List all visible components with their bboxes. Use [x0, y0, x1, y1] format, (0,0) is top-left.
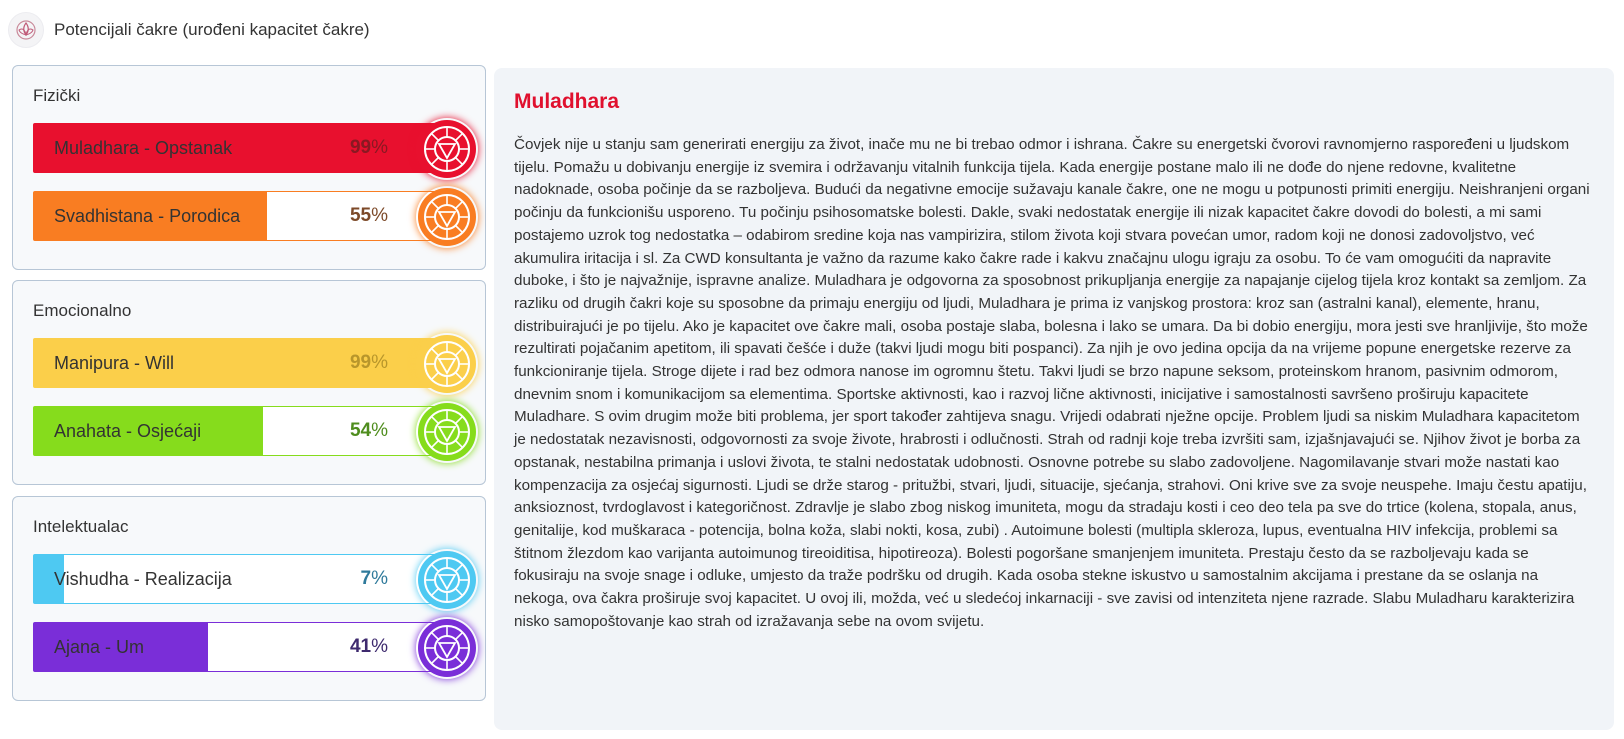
page-header — [8, 12, 370, 48]
chakra-label: Vishudha - Realizacija — [54, 569, 232, 589]
vishudha-chakra-icon — [416, 549, 478, 611]
group-title: Fizički — [33, 86, 81, 105]
page-title: Potencijali čakre (urođeni kapacitet čakre) — [54, 20, 370, 39]
chakra-label: Manipura - Will — [54, 353, 175, 373]
ajna-chakra-icon — [416, 617, 478, 679]
svadhistana-chakra-icon — [416, 186, 478, 248]
chakra-label: Ajana - Um — [54, 637, 145, 657]
chakra-percent: 55% — [349, 205, 388, 226]
chakra-percent: 41% — [349, 636, 388, 657]
anahata-chakra-icon — [416, 401, 478, 463]
chakra-label: Anahata - Osjećaji — [54, 421, 202, 441]
lotus-icon — [8, 12, 44, 48]
chakra-bar-manipura[interactable] — [33, 338, 459, 388]
chakra-percent: 54% — [349, 420, 388, 441]
chakra-bar-ajna[interactable] — [33, 622, 459, 672]
manipura-chakra-icon — [416, 333, 478, 395]
detail-title: Muladhara — [514, 90, 620, 113]
group-title: Emocionalno — [33, 301, 132, 320]
group-physical — [12, 65, 486, 270]
chakra-percent: 99% — [349, 352, 388, 373]
group-title: Intelektualac — [33, 517, 129, 536]
chakra-percent: 99% — [349, 137, 388, 158]
group-intellectual — [12, 496, 486, 701]
chakra-bar-anahata[interactable] — [33, 406, 459, 456]
muladhara-chakra-icon — [416, 118, 478, 180]
group-emotional — [12, 280, 486, 485]
chakra-label: Svadhistana - Porodica — [54, 206, 241, 226]
chakra-percent: 7% — [360, 568, 388, 589]
chakra-label: Muladhara - Opstanak — [54, 138, 233, 158]
detail-text: Čovjek nije u stanju sam generirati energiju za život, inače mu ne bi trebao odmor i ishrana. Čakre su energetski čvorovi ravnomjerno raspoređeni u ljudskom tijelu. Pomažu u dobivanju energije iz svemira i održavanju vitalnih funkcija tijela. Kada energije postane malo ili ne dođe do njene redovne, kvalitetne nadoknade, osoba počinje da se razboljeva. Budući da negativne emocije sužavaju kanale čakre, one ne mogu u potpunosti primiti energiju. Neishranjeni organi počinju da funkcionišu usporeno. Tu počinju psihosomatske bolesti. Dakle, svaki nedostatak energije ili nizak kapacitet čakre dovodi do bolesti, a mi sami postajemo uzrok tog nedostatka – odabirom sredine koja nas vampirizira, stilom života koji stvara povećan umor, radom koji ne donosi zadovoljstvo, već akumulira iritacija i sl. Za CWD konsultanta je važno da razume kako čakre rade i kakvu značajnu ulogu igraju za osobu. To će vam omogućiti da napravite duboke, i što je najvažnije, ispravne analize. Muladhara je odgovorna za sposobnost prikupljanja energije za napajanje cijelog tijela kroz kontakt sa zemljom. Za razliku od drugih čakri koje su sposobne da primaju energiju od ljudi, Muladhara je prima iz vanjskog prostora: kroz san (astralni kanal), elemente, hranu, distribuirajući je po tijelu. Ako je kapacitet ove čakre mali, osoba postaje slaba, bolesna i lako se umara. Da bi dobio energiju, mora jesti sve hranljivije, što može rezultirati pojačanim apetitom, ili spavati češće i duže (takvi ljudi mogu biti pospanci). Za njih je ovo jedina opcija da na vrijeme popune energetske rezerve za funkcioniranje tijela. Stroge dijete i rad bez odmora nanose im ogromnu štetu. Takvi ljudi se brzo napune seksom, proteinskom hranom, pasivnim odmorom, dnevnim snom i komunikacijom sa elementima. Sportske aktivnosti, kao i razvoj lične aktivnosti, inicijative i samostalnosti savršeno proširuju kapacitete Muladhare. S ovim drugim može biti problema, jer sport također zahtijeva snagu. Vrijedi odabrati nježne opcije. Problem ljudi sa niskim Muladhara kapacitetom je nedostatak nezavisnosti, odgovornosti za svoje živote, hrabrosti i odlučnosti. Strah od radnji koje treba izvršiti sam, izjašnjavajući se. Njihov život je borba za opstanak, nestabilna primanja i uslovi života, te stalni nedostatak udobnosti. Osnovne potrebe su slabo zadovoljene. Nagomilavanje stvari može nastati kao kompenzacija za osjećaj sigurnosti. Ljudi se drže starog - pritužbi, stvari, ljudi, situacije, sjećanja, strahovi. Oni krive sve za svoje neuspehe. Imaju čestu apatiju, anksioznost, tvrdoglavost i kategoričnost. Zdravlje je slabo zbog niskog imuniteta, mogu da stradaju kosti i ceo deo tela pa sve do trtice (kolena, stopala, anus, genitalije, kod muškaraca - potencija, bolna koža, slabi nokti, kosa, zubi) . Autoimune bolesti (multipla skleroza, lupus, eventualna HIV infekcija, problemi sa štitnom žlezdom kao varijanta autoimunog tireoiditisa, hipotireoza). Bolesti pogoršane smanjenjem imuniteta. Prestaju često da se razboljevaju kada se fokusiraju na svoje snage i odluke, umjesto da traže podršku od drugih. Kada osoba stekne iskustvo u samostalnim akcijama i prestane da se oslanja na nekoga, ova čakra proširuje svoj kapacitet. U ovoj ili, možda, već u sledećoj inkarnaciji - sve zavisi od intenziteta njene razrade. Slabu Muladharu karakterizira nisko samopoštovanje kao strah od izražavanja sebe na ovom svijetu. — [514, 136, 1590, 630]
chakra-bar-muladhara[interactable] — [33, 123, 459, 173]
chakra-bar-svadhistana[interactable] — [33, 191, 459, 241]
chakra-detail-panel — [494, 68, 1614, 730]
chakra-bar-vishudha[interactable] — [33, 554, 459, 604]
